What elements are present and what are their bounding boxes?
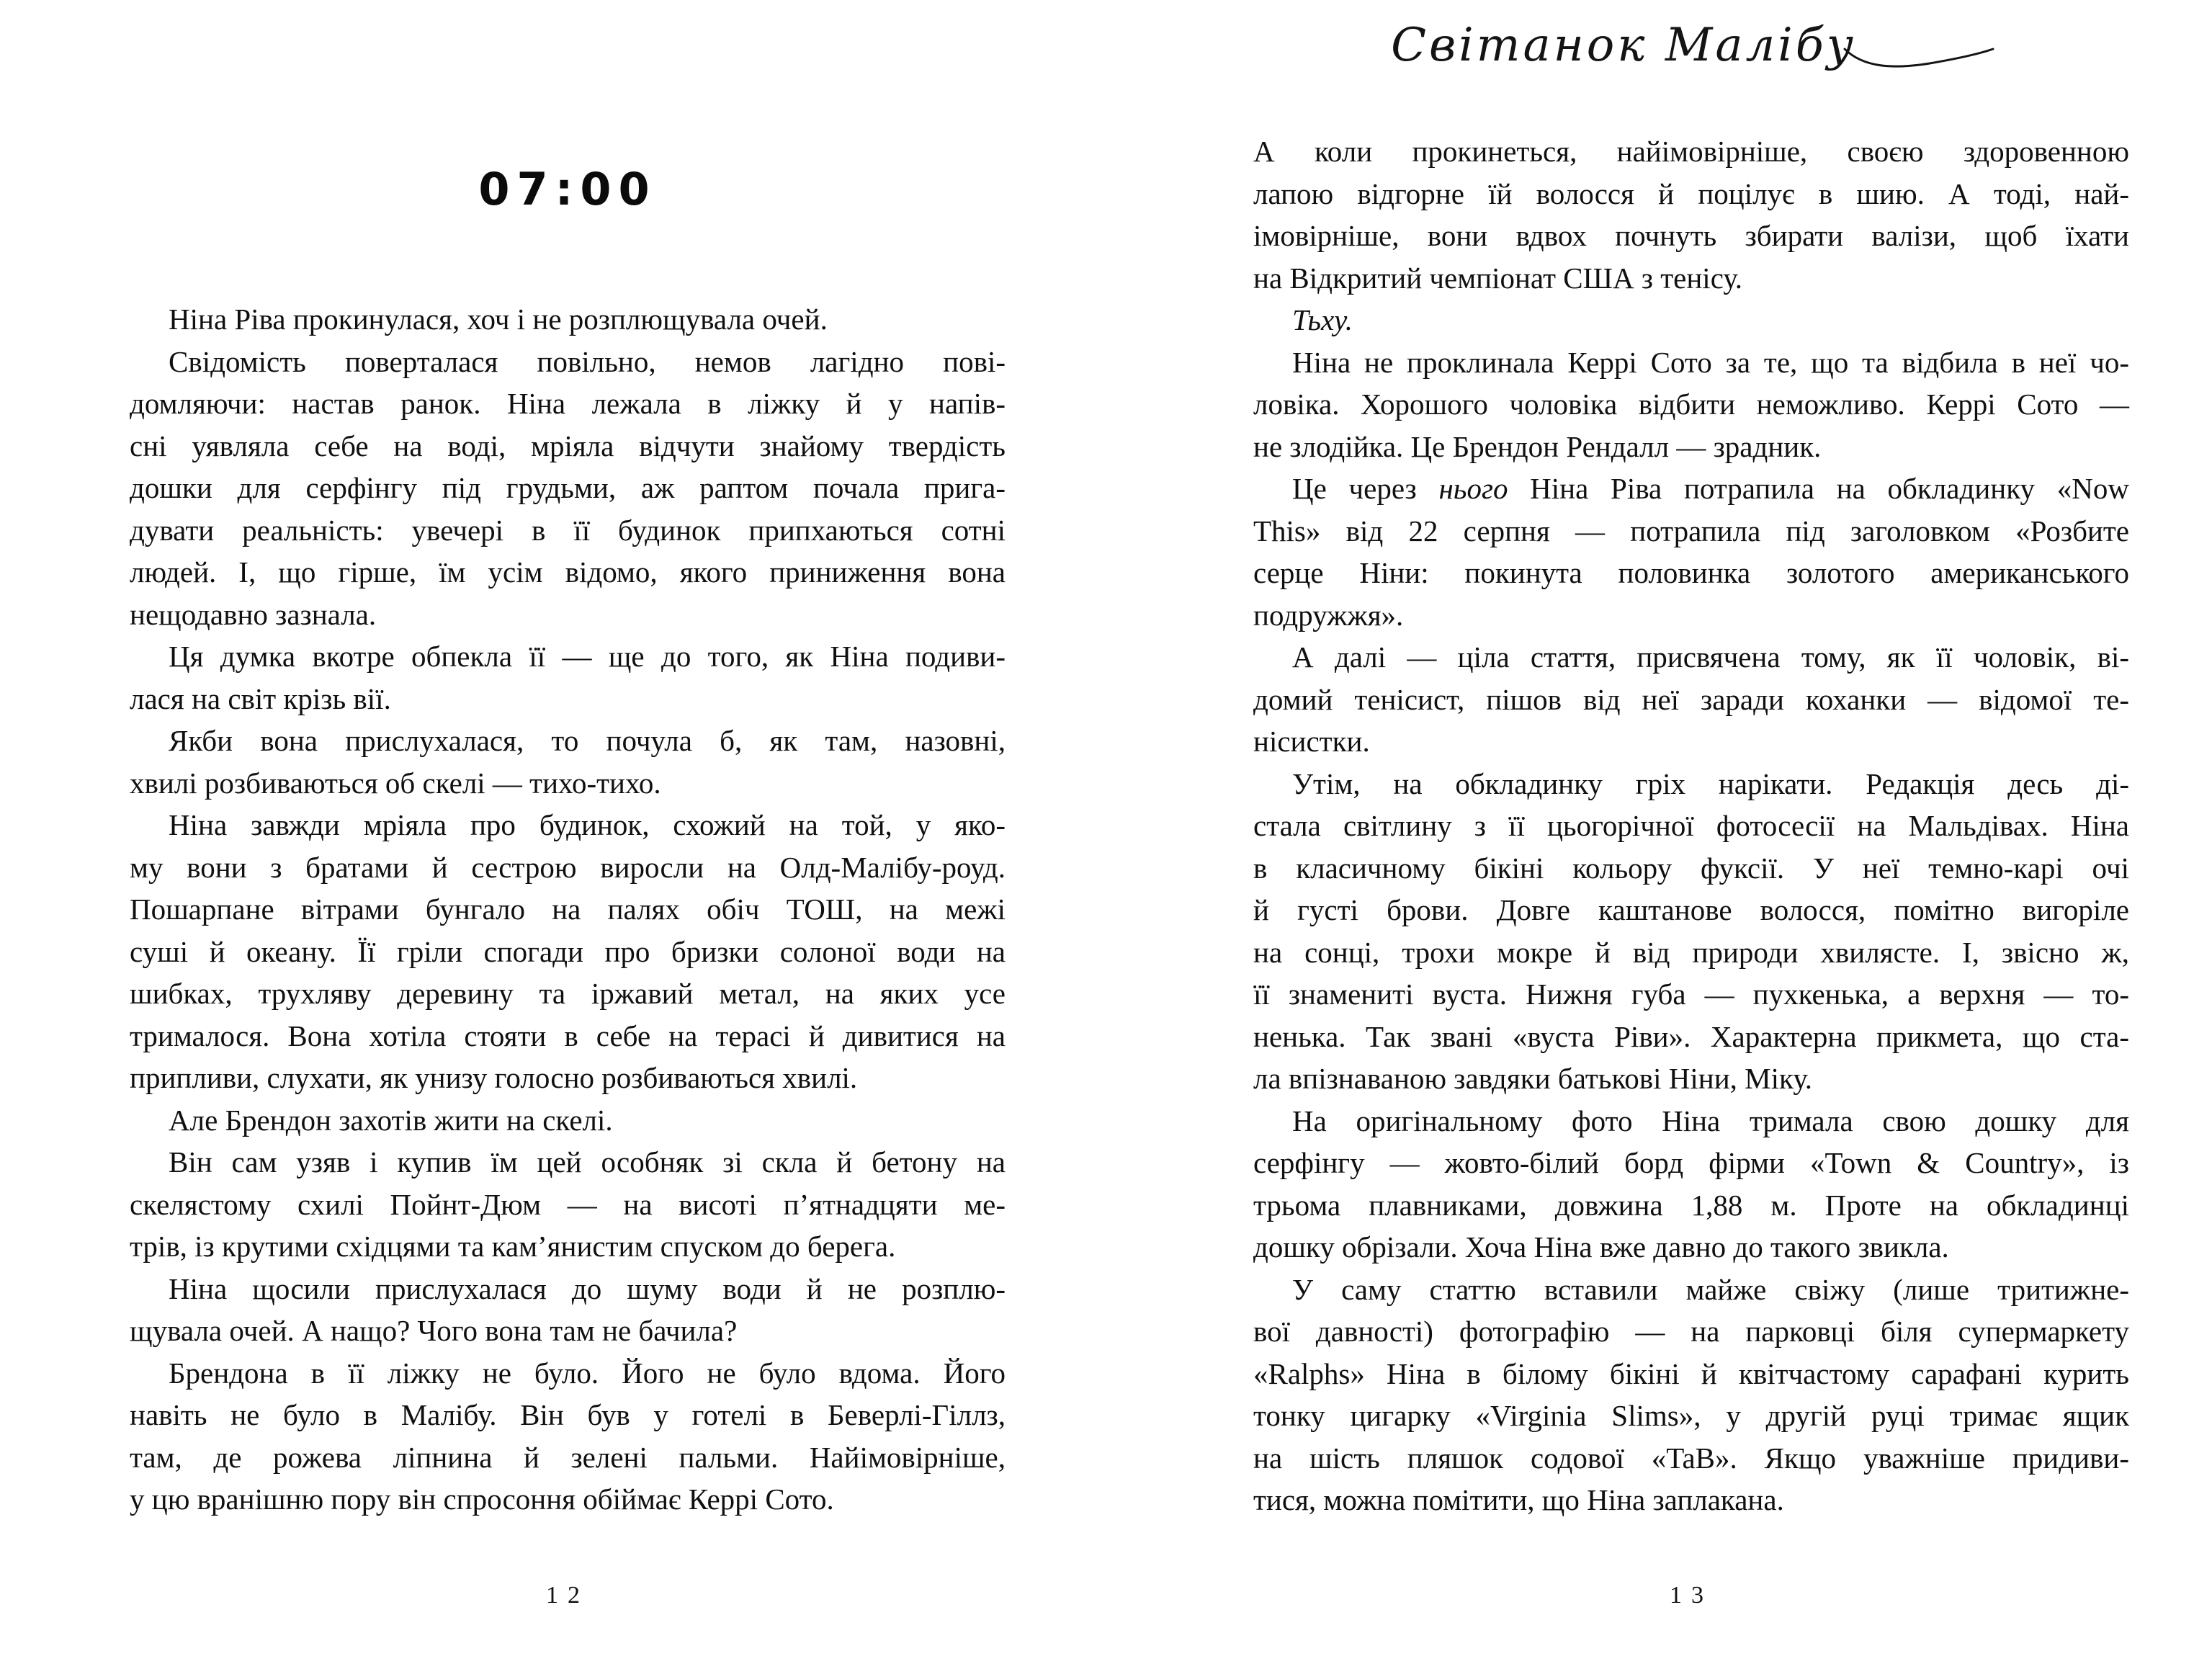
text-line: припливи, слухати, як унизу голосно розбиваються хвилі. (130, 1061, 858, 1094)
paragraph (130, 1141, 1006, 1268)
paragraph (1253, 299, 2129, 341)
text-line: А далі — ціла стаття, присвячена тому, як її чоловік, ві- (1292, 640, 2129, 674)
text-line: на шість пляшок содової «TaB». Якщо уважніше придиви- (1253, 1441, 2129, 1475)
book-title-script: Світанок Малібу (1391, 19, 1856, 72)
text-line: скелястому схилі Пойнт-Дюм — на висоті п’ятнадцяти ме- (130, 1187, 1006, 1221)
text-line: імовірніше, вони вдвох почнуть збирати валізи, щоб їхати (1253, 219, 2129, 252)
text-line: серце Ніни: покинута половинка золотого американського (1253, 556, 2129, 589)
text-line: Ця думка вкотре обпекла її — ще до того, як Ніна подиви- (169, 640, 1006, 673)
text-line: й густі брови. Довге каштанове волосся, помітно вигоріле (1253, 893, 2129, 926)
text-line: не злодійка. Це Брендон Рендалл — зрадник. (1253, 429, 1822, 463)
paragraph (130, 1268, 1006, 1352)
text-line: Він сам узяв і купив їм цей особняк зі скла й бетону на (169, 1145, 1006, 1179)
text-line: ненька. Так звані «вуста Ріви». Характерна прикмета, що ста- (1253, 1019, 2129, 1053)
text-line: Утім, на обкладинку гріх нарікати. Редакція десь ді- (1292, 766, 2129, 800)
text-line: на сонці, трохи мокре й від природи хвилясте. І, звісно ж, (1253, 935, 2129, 969)
paragraph (1253, 468, 2129, 636)
page-number-right: 13 (1670, 1582, 1713, 1609)
text-line: лапою відгорне їй волосся й поцілує в шию. А тоді, най- (1253, 176, 2129, 210)
running-head (1253, 19, 2132, 72)
text-line: трьома плавниками, довжина 1,88 м. Проте на обкладинці (1253, 1188, 2129, 1222)
text-line: навіть не було в Малібу. Він був у готелі в Беверлі-Гіллз, (130, 1398, 1006, 1431)
text-line: дувати реальність: увечері в її будинок припхаються сотні (130, 513, 1006, 547)
paragraph (1253, 130, 2129, 299)
text-line: Якби вона прислухалася, то почула б, як там, назовні, (169, 724, 1006, 757)
text-line: Ніна щосили прислухалася до шуму води й не розплю- (169, 1271, 1006, 1305)
text-line: там, де рожева ліпнина й зелені пальми. Найімовірніше, (130, 1440, 1006, 1474)
text-line: нісистки. (1253, 725, 1370, 758)
text-line: сні уявляла себе на воді, мріяла відчути знайому твердість (130, 429, 1006, 462)
text-line: на Відкритий чемпіонат США з тенісу. (1253, 261, 1743, 295)
text-line: This» від 22 серпня — потрапила під заголовком «Розбите (1253, 514, 2129, 547)
paragraph (130, 804, 1006, 1099)
text-line: трів, із крутими східцями та кам’янистим спуском до берега. (130, 1230, 896, 1263)
text-line: «Ralphs» Ніна в білому бікіні й квітчастому сарафані курить (1253, 1356, 2129, 1390)
text-line: хвилі розбиваються об скелі — тихо-тихо. (130, 766, 661, 800)
text-line: домий тенісист, пішов від неї заради коханки — відомої те- (1253, 682, 2129, 716)
text-line: лася на світ крізь вії. (130, 681, 391, 715)
text-line: ла впізнаваною завдяки батькові Ніни, Міку. (1253, 1062, 1812, 1095)
text-line: дошку обрізали. Хоча Ніна вже давно до такого звикла. (1253, 1230, 1949, 1264)
text-line: тися, можна помітити, що Ніна заплакана. (1253, 1483, 1784, 1516)
text-line: подружжя». (1253, 598, 1404, 632)
paragraph (130, 341, 1006, 636)
text-line: А коли прокинеться, найімовірніше, своєю здоровенною (1253, 135, 2129, 168)
paragraph (130, 635, 1006, 720)
text-line: тонку цигарку «Virginia Slims», у другій руці тримає ящик (1253, 1399, 2129, 1432)
page-number-left: 12 (546, 1582, 589, 1609)
text-line: нещодавно зазнала. (130, 597, 377, 631)
text-line: Ніна Ріва прокинулася, хоч і не розплющувала очей. (169, 303, 828, 336)
text-line: суші й океану. Її гріли спогади про бризки солоної води на (130, 934, 1006, 968)
chapter-title: 07:00 (478, 163, 657, 215)
paragraph (130, 298, 1006, 341)
text-line: щувала очей. А нащо? Чого вона там не бачила? (130, 1314, 738, 1347)
paragraph (1253, 341, 2129, 468)
paragraph (1253, 1100, 2129, 1269)
paragraph (1253, 636, 2129, 763)
text-line: дошки для серфінгу під грудьми, аж раптом почала прига- (130, 471, 1006, 504)
right-page-text (1253, 130, 2129, 1521)
paragraph (130, 720, 1006, 804)
text-line: ловіка. Хорошого чоловіка відбити неможливо. Керрі Сото — (1253, 388, 2129, 421)
paragraph (1253, 1269, 2129, 1521)
paragraph (130, 1352, 1006, 1521)
text-line: її знамениті вуста. Нижня губа — пухкенька, а верхня — то- (1253, 978, 2129, 1011)
text-line: Але Брендон захотів жити на скелі. (169, 1103, 613, 1137)
text-line: шибках, трухляву деревину та іржавий метал, на яких усе (130, 977, 1006, 1010)
text-line: Пошарпане вітрами бунгало на палях обіч ТОШ, на межі (130, 893, 1006, 926)
text-line: Свідомість поверталася повільно, немов лагідно пові- (169, 344, 1006, 378)
script-flourish-icon (1843, 46, 1994, 71)
text-line: стала світлину з її цьогорічної фотосесії на Мальдівах. Ніна (1253, 809, 2129, 842)
left-page-text (130, 298, 1006, 1521)
text-line: трималося. Вона хотіла стояти в себе на терасі й дивитися на (130, 1019, 1006, 1052)
text-line: домляючи: настав ранок. Ніна лежала в ліжку й у напів- (130, 387, 1006, 420)
text-line: Тьху. (1292, 303, 1353, 336)
text-line: На оригінальному фото Ніна тримала свою дошку для (1292, 1104, 2129, 1137)
text-line: у цю вранішню пору він спросоння обіймає Керрі Сото. (130, 1483, 834, 1516)
text-line: в класичному бікіні кольору фуксії. У неї темно-карі очі (1253, 851, 2129, 885)
paragraph (130, 1099, 1006, 1142)
text-line: Ніна не проклинала Керрі Сото за те, що та відбила в неї чо- (1292, 345, 2129, 379)
text-line: людей. І, що гірше, їм усім відомо, якого приниження вона (130, 555, 1006, 589)
text-line: вої давності) фотографію — на парковці біля супермаркету (1253, 1315, 2129, 1348)
text-line: Це через нього Ніна Ріва потрапила на обкладинку «Now (1292, 472, 2129, 505)
text-line: У саму статтю вставили майже свіжу (лише тритижне- (1292, 1272, 2129, 1306)
text-line: Брендона в її ліжку не було. Його не було вдома. Його (169, 1356, 1006, 1390)
text-line: му вони з братами й сестрою виросли на Олд-Малібу-роуд. (130, 850, 1006, 884)
text-line: Ніна завжди мріяла про будинок, схожий на той, у яко- (169, 808, 1006, 841)
text-line: серфінгу — жовто-білий борд фірми «Town & Country», із (1253, 1146, 2129, 1179)
paragraph (1253, 763, 2129, 1100)
